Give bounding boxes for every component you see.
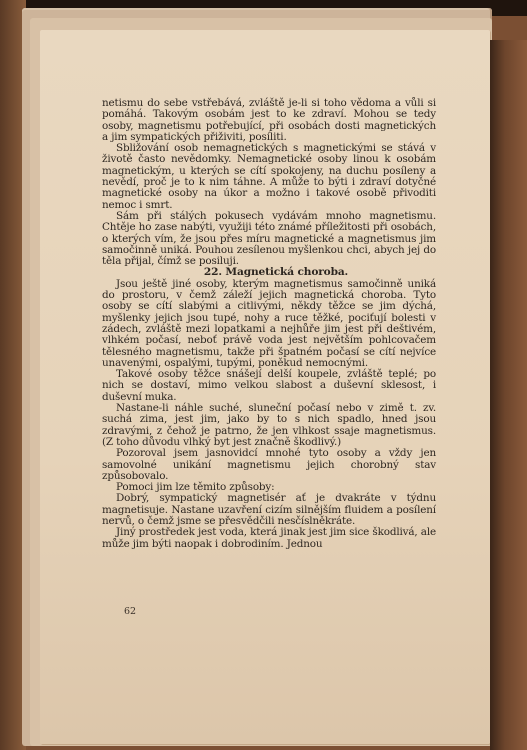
paragraph: Dobrý, sympatický magnetisér ať je dvakráte v týdnu magnetisuje. Nastane uzavření cizím silnějším fluidem a posílení nervů, o čemž jsme se přesvědčili nesčíslněkráte. [102,492,436,527]
section-heading: 22. Magnetická choroba. [203,266,349,279]
page-text [102,98,436,550]
paragraph: Sbližování osob nemagnetických s magnetickými se stává v životě často nevědomky. Nemagnetické osoby linou k osobám magnetickým, u kterých se cítí spokojeny, na duchu posíleny a nevědí, proč je to k nim táhne. A může to býti i zdraví dotyčné magnetické osoby na úkor a možno i takové osobě přivoditi nemoc i smrt. [102,142,436,211]
binding-shadow [490,40,527,750]
paragraph: Pozoroval jsem jasnovidcí mnohé tyto osoby a vždy jen samovolné unikání magnetismu jejich chorobný stav způsobovalo. [102,447,436,482]
paragraph: Pomoci jim lze těmito způsoby: [116,481,275,494]
paragraph: Jiný prostředek jest voda, která jinak jest jim sice škodlivá, ale může jim býti naopak i dobrodiním. Jednou [102,526,436,550]
paragraph: netismu do sebe vstřebává, zvláště je-li si toho vědoma a vůli si pomáhá. Takovým osobám jest to ke zdraví. Mohou se tedy osoby, magnetismu potřebující, při osobách dosti magnetických a jim sympatických přiživiti, posíliti. [102,97,436,143]
paragraph: Sám při stálých pokusech vydávám mnoho magnetismu. Chtěje ho zase nabýti, využiji této známé příležitosti při osobách, o kterých vím, že jsou přes míru magnetické a magnetismus jim samočinně uniká. Pouhou zesílenou myšlenkou chci, abych jej do těla přijal, čímž se posiluji. [102,209,436,268]
paragraph: Jsou ještě jiné osoby, kterým magnetismus samočinně uniká do prostoru, v čemž záleží jejich magnetická choroba. Tyto osoby se cítí slabými a citlivými, někdy těžce se jim dýchá, myšlenky jejich jsou tupé, nohy a ruce těžké, pociťují bolesti v zádech, zvláště mezi lopatkami a nejhůře jim jest při deštivém, vlhkém počasí, neboť právě voda jest největším pohlcovačem tělesného magnetismu, takže při špatném počasí se cítí nejvíce unavenými, ospalými, tupými, poněkud nemocnými. [102,277,436,369]
paragraph: Nastane-li náhle suché, sluneční počasí nebo v zimě t. zv. suchá zima, jest jim, jako by to s nich spadlo, hned jsou zdravými, z čehož je patrno, že jen vlhkost ssaje magnetismus. (Z toho důvodu vlhký byt jest značně škodlivý.) [102,402,436,448]
paragraph: Takové osoby těžce snášejí delší koupele, zvláště teplé; po nich se dostaví, mimo velkou slabost a duševní sklesost, i duševní muka. [102,368,436,403]
page-number: 62 [124,606,137,617]
